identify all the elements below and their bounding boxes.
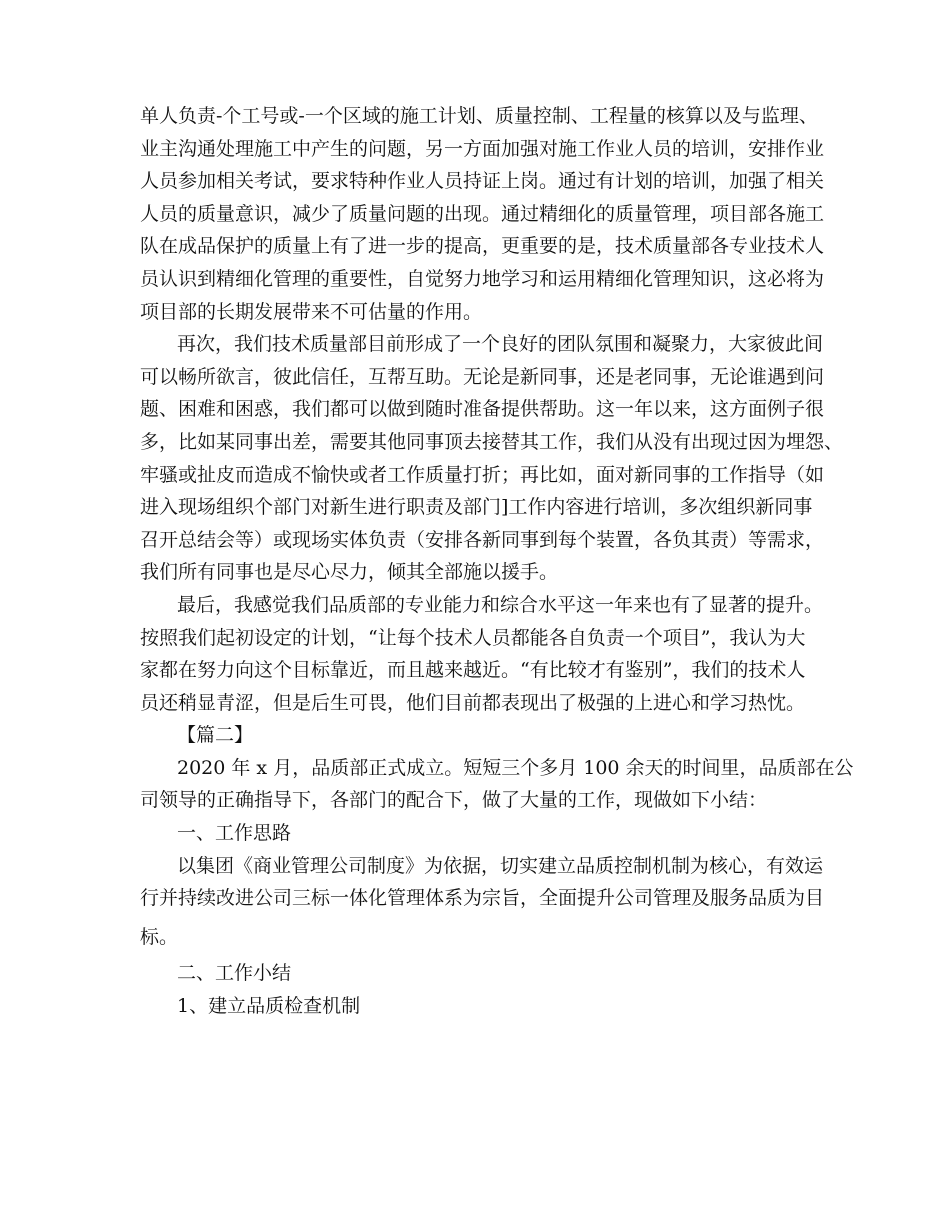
text-line: 司领导的正确指导下，各部门的配合下，做了大量的工作，现做如下小结： [140, 789, 768, 812]
text-line: 项目部的长期发展带来不可估量的作用。 [140, 300, 483, 323]
document-body [140, 100, 854, 1023]
text-line: 召开总结会等）或现场实体负责（安排各新同事到每个装置，各负其责）等需求， [140, 528, 825, 551]
text-line: 题、困难和困惑，我们都可以做到随时准备提供帮助。这一年以来，这方面例子很 [140, 398, 825, 421]
text-line: 我们所有同事也是尽心尽力，倾其全部施以援手。 [140, 561, 559, 584]
text-line: 按照我们起初设定的计划，“让每个技术人员都能各自负责一个项目”，我认为大 [140, 626, 806, 649]
text-line: 最后，我感觉我们品质部的专业能力和综合水平这一年来也有了显著的提升。 [177, 593, 824, 616]
text-line: 员认识到精细化管理的重要性，自觉努力地学习和运用精细化管理知识，这必将为 [140, 267, 825, 290]
text-line: 业主沟通处理施工中产生的问题，另一方面加强对施工作业人员的培训，安排作业 [140, 137, 825, 160]
text-line: 标。 [140, 925, 179, 948]
text-line: 一、工作思路 [177, 822, 292, 845]
text-line: 员还稍显青涩，但是后生可畏，他们目前都表现出了极强的上进心和学习热忱。 [140, 691, 806, 714]
text-line: 可以畅所欲言，彼此信任，互帮互助。无论是新同事，还是老同事，无论谁遇到问 [140, 365, 825, 388]
text-line: 行并持续改进公司三标一体化管理体系为宗旨，全面提升公司管理及服务品质为目 [140, 887, 825, 910]
text-line: 2020 年 x 月，品质部正式成立。短短三个多月 100 余天的时间里，品质部在公 [177, 756, 854, 779]
text-line: 再次，我们技术质量部目前形成了一个良好的团队氛围和凝聚力，大家彼此间 [177, 333, 824, 356]
text-line: 人员的质量意识，减少了质量问题的出现。通过精细化的质量管理，项目部各施工 [140, 202, 825, 225]
text-line: 以集团《商业管理公司制度》为依据，切实建立品质控制机制为核心，有效运 [177, 854, 824, 877]
text-line: 队在成品保护的质量上有了进一步的提高，更重要的是，技术质量部各专业技术人 [140, 235, 825, 258]
text-line: 牢骚或扯皮而造成不愉快或者工作质量打折；再比如，面对新同事的工作指导（如 [140, 463, 825, 486]
text-line: 二、工作小结 [177, 962, 292, 985]
text-line: 家都在努力向这个目标靠近，而且越来越近。“有比较才有鉴别”，我们的技术人 [140, 659, 806, 682]
text-line: 1、建立品质检查机制 [177, 995, 361, 1018]
text-line: 多，比如某同事出差，需要其他同事顶去接替其工作，我们从没有出现过因为埋怨、 [140, 430, 844, 453]
text-line: 单人负责-个工号或-一个区域的施工计划、质量控制、工程量的核算以及与监理、 [140, 105, 818, 127]
text-line: 人员参加相关考试，要求特种作业人员持证上岗。通过有计划的培训，加强了相关 [140, 170, 825, 193]
text-line: 进入现场组织个部门对新生进行职责及部门]工作内容进行培训，多次组织新同事 [140, 496, 813, 519]
text-line: 【篇二】 [177, 724, 254, 747]
